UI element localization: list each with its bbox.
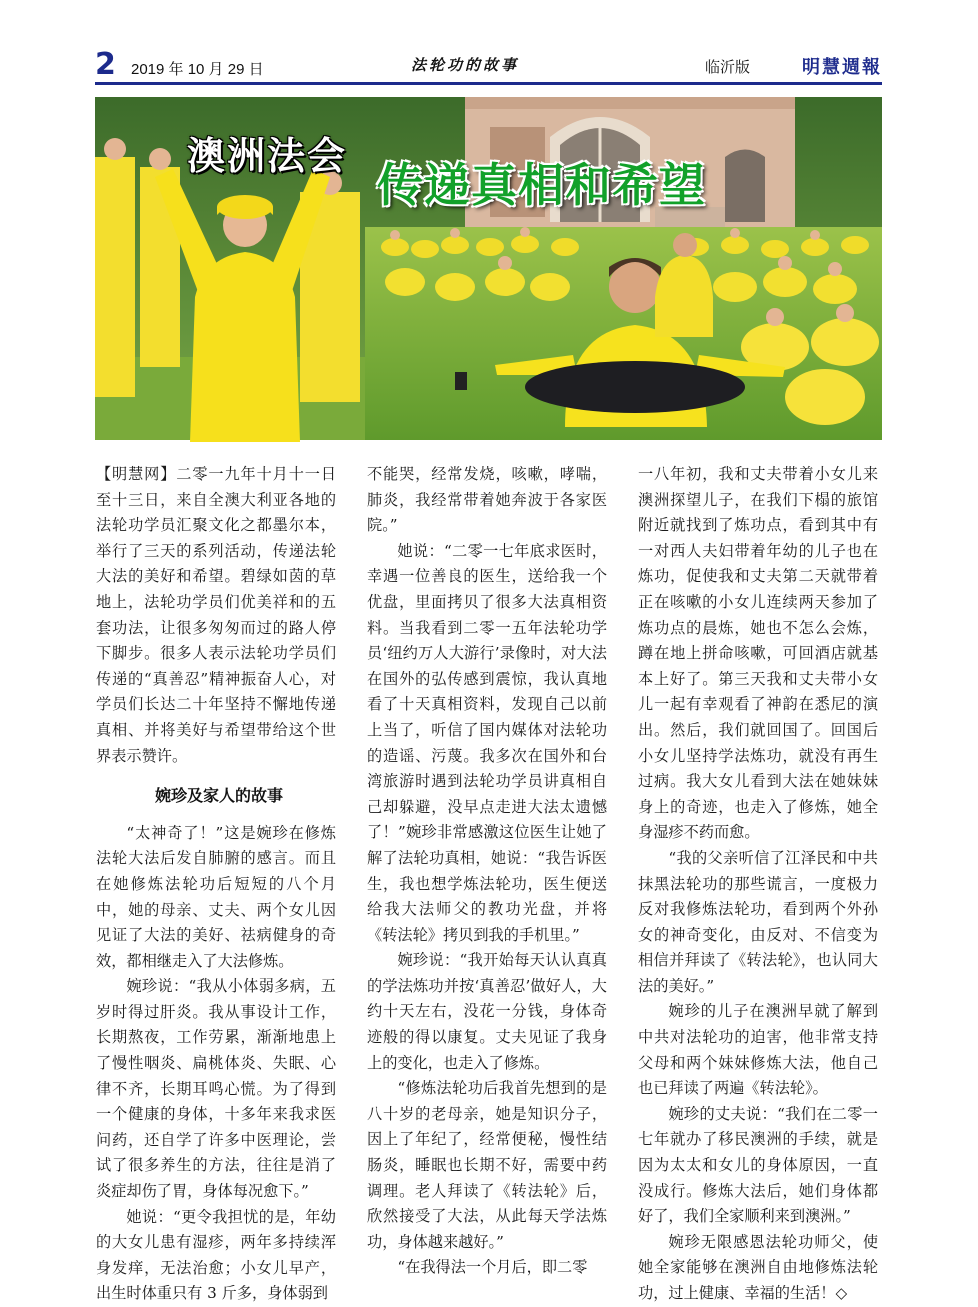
body-paragraph: 婉珍说：“我开始每天认认真真的学法炼功并按‘真善忍’做好人，大约十天左右，没花一分钱，身体奇迹般的得以康复。丈夫见证了我身上的变化，也走入了修炼。: [367, 951, 607, 1072]
body-paragraph: 她说：“二零一七年底求医时，幸遇一位善良的医生，送给我一个优盘，里面拷贝了很多大法真相资料。当我看到二零一五年法轮功学员‘纽约万人大游行’录像时，对大法在国外的弘传感到震惊，我认真地看了十天真相资料，发现自己以前上当了，听信了国内媒体对法轮功的造谣、污蔑。我多次在国外和台湾旅游时遇到法轮功学员讲真相自己却躲避，没早点走进大法太遗憾了！”婉珍非常感激这位医生让她了解了法轮功真相，她说：“我告诉医生，我也想学炼法轮功，医生便送给我大法师父的教功光盘，并将《转法轮》拷贝到我的手机里。”: [367, 541, 607, 944]
body-paragraph: “修炼法轮功后我首先想到的是八十岁的老母亲，她是知识分子，因上了年纪了，经常便秘，慢性结肠炎，睡眠也长期不好，需要中药调理。老人拜读了《转法轮》后，欣然接受了大法，从此每天学法炼功，身体越来越好。”: [367, 1079, 607, 1251]
page-number: 2: [95, 47, 116, 82]
body-paragraph: “太神奇了！”这是婉珍在修炼法轮大法后发自肺腑的感言。而且在她修炼法轮功后短短的八个月中，她的母亲、丈夫、两个女儿因见证了大法的美好、祛病健身的奇效，都相继走入了大法修炼。: [96, 823, 336, 970]
issue-date: 2019 年 10 月 29 日: [131, 61, 264, 78]
body-paragraph: 婉珍的丈夫说：“我们在二零一七年就办了移民澳洲的手续，就是因为太太和女儿的身体原因，一直没成行。修炼大法后，她们身体都好了，我们全家顺利来到澳洲。”: [638, 1104, 878, 1226]
body-paragraph: 婉珍说：“我从小体弱多病，五岁时得过肝炎。我从事设计工作，长期熬夜，工作劳累，渐渐地患上了慢性咽炎、扁桃体炎、失眠、心律不齐，长期耳鸣心慌。为了得到一个健康的身体，十多年来我求医问药，还自学了许多中医理论，尝试了很多养生的方法，往往是消了炎症却伤了胃，身体每况愈下。”: [96, 977, 336, 1201]
body-paragraph: 不能哭，经常发烧，咳嗽，哮喘，肺炎，我经常带着她奔波于各家医院。”: [367, 465, 607, 535]
body-paragraph: 婉珍无限感恩法轮功师父，使她全家能够在澳洲自由地修炼法轮功，过上健康、幸福的生活！◇: [638, 1232, 878, 1302]
page-header: [95, 48, 882, 84]
subheading: 婉珍及家人的故事: [155, 786, 284, 806]
section-title: 法轮功的故事: [411, 56, 520, 74]
body-paragraph: 婉珍的儿子在澳洲早就了解到中共对法轮功的迫害，他非常支持父母和两个妹妹修炼大法，他自己也已拜读了两遍《转法轮》。: [638, 1002, 878, 1098]
edition-label: 临沂版: [705, 58, 751, 76]
body-paragraph: “我的父亲听信了江泽民和中共抹黑法轮功的那些谎言，一度极力反对我修炼法轮功，看到两个外孙女的神奇变化，由反对、不信变为相信并拜读了《转法轮》，也认同大法的美好。”: [638, 848, 878, 995]
paper-name: 明慧週報: [802, 57, 882, 78]
header-rule: [95, 82, 882, 85]
article-column-1: [96, 462, 336, 1307]
banner-title-large: 传递真相和希望: [377, 158, 706, 212]
body-paragraph: 一八年初，我和丈夫带着小女儿来澳洲探望儿子，在我们下榻的旅馆附近就找到了炼功点，看到其中有一对西人夫妇带着年幼的儿子也在炼功，促使我和丈夫第二天就带着正在咳嗽的小女儿连续两天参加了炼功点的晨炼，她也不怎么会炼，蹲在地上拼命咳嗽，可回酒店就基本上好了。第三天我和丈夫带小女儿一起有幸观看了神韵在悉尼的演出。然后，我们就回国了。回国后小女儿坚持学法炼功，就没有再生过病。我大女儿看到大法在她妹妹身上的奇迹，也走入了修炼，她全身湿疹不药而愈。: [638, 465, 878, 842]
banner-title-small: 澳洲法会: [187, 134, 348, 178]
banner-photo: [95, 97, 882, 440]
body-paragraph: “在我得法一个月后，即二零: [397, 1258, 588, 1277]
article-column-3: [638, 462, 878, 1307]
lead-paragraph: 【明慧网】二零一九年十月十一日至十三日，来自全澳大利亚各地的法轮功学员汇聚文化之都墨尔本，举行了三天的系列活动，传递法轮大法的美好和希望。碧绿如茵的草地上，法轮功学员们优美祥和的五套功法，让很多匆匆而过的路人停下脚步。很多人表示法轮功学员们传递的“真善忍”精神振奋人心，对学员们长达二十年坚持不懈地传递真相、并将美好与希望带给这个世界表示赞许。: [96, 465, 336, 765]
body-paragraph: 她说：“更令我担忧的是，年幼的大女儿患有湿疹，两年多持续浑身发痒，无法治愈；小女儿早产，出生时体重只有 3 斤多，身体弱到: [96, 1207, 336, 1303]
article-column-2: [367, 462, 607, 1281]
